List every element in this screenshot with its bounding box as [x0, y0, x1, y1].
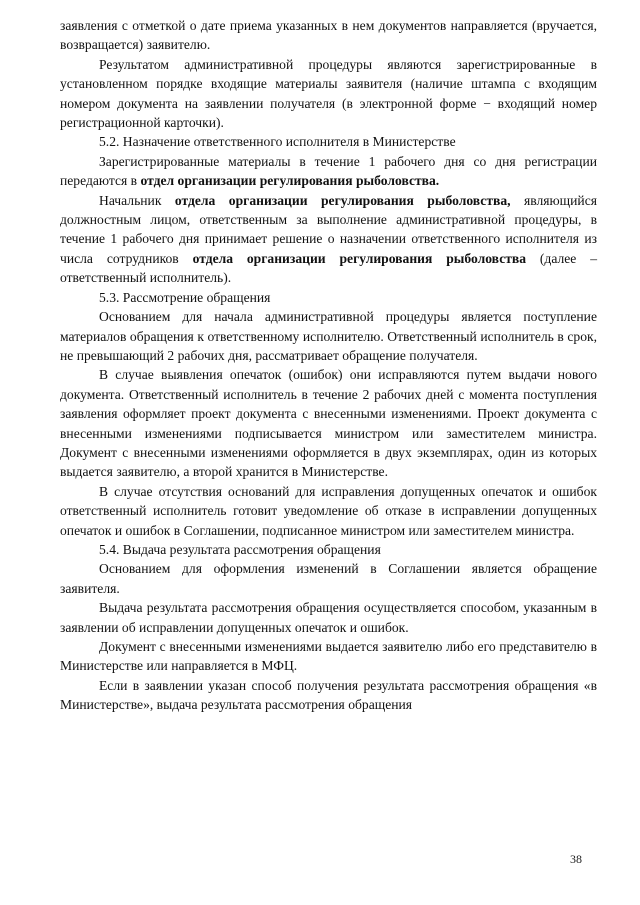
paragraph: Основанием для начала административной процедуры является поступление материалов обращения к ответственному исполнителю. Ответственный исполнитель в срок, не превышающий 2 рабочих дня, рассматривает обращение получателя. [60, 309, 597, 363]
text-run: являющийся должностным лицом, ответственным за выполнение административной процедуры, в течение 1 рабочего дня принимает решение о назначении ответственного исполнителя из числа сотрудников [60, 192, 597, 266]
paragraph: В случае отсутствия оснований для исправления допущенных опечаток и ошибок ответственный исполнитель готовит уведомление об отказе в исправлении допущенных опечаток и ошибок в Соглашении, подписанное министром или заместителем министра. [60, 483, 597, 538]
paragraph [60, 152, 597, 191]
paragraph: Если в заявлении указан способ получения результата рассмотрения обращения «в Министерстве», выдача результата рассмотрения обращения [60, 677, 597, 713]
document-page [60, 16, 597, 715]
bold-text-run: отдела организации регулирования рыболовства, [174, 192, 511, 208]
text-run: (далее – ответственный исполнитель). [60, 250, 597, 286]
paragraph: В случае выявления опечаток (ошибок) они исправляются путем выдачи нового документа. Ответственный исполнитель в течение 2 рабочих дней с момента поступления заявления оформляет проект документа с внесенными изменениями. Проект документа с внесенными изменениями подписывается министром или заместителем министра. Документ с внесенными изменениями оформляется в двух экземплярах, один из которых выдается заявителю, а второй хранится в Министерстве. [60, 367, 597, 480]
paragraph: Результатом административной процедуры являются зарегистрированные в установленном порядке входящие материалы заявителя (наличие штампа с входящим номером документа на заявлении получателя (в электронной форме − входящий номер регистрационной карточки). [60, 56, 597, 131]
paragraph: Документ с внесенными изменениями выдается заявителю либо его представителю в Министерстве или направляется в МФЦ. [60, 639, 597, 674]
section-heading-5-3: 5.3. Рассмотрение обращения [99, 289, 271, 305]
bold-text-run: отдел организации регулирования рыболовства. [140, 173, 440, 189]
paragraph: заявления с отметкой о дате приема указанных в нем документов направляется (вручается, возвращается) заявителю. [60, 18, 597, 53]
paragraph: Выдача результата рассмотрения обращения осуществляется способом, указанным в заявлении об исправлении допущенных опечаток и ошибок. [60, 600, 597, 635]
paragraph: Основанием для оформления изменений в Соглашении является обращение заявителя. [60, 561, 597, 596]
section-heading-5-2: 5.2. Назначение ответственного исполнителя в Министерстве [99, 134, 456, 150]
bold-text-run: отдела организации регулирования рыболовства [192, 250, 527, 266]
text-run: Зарегистрированные материалы в течение 1 рабочего дня со дня регистрации передаются в [60, 153, 597, 189]
paragraph [60, 191, 597, 288]
page-number: 38 [570, 852, 582, 866]
section-heading-5-4: 5.4. Выдача результата рассмотрения обращения [99, 541, 381, 557]
text-run: Начальник [99, 192, 175, 208]
